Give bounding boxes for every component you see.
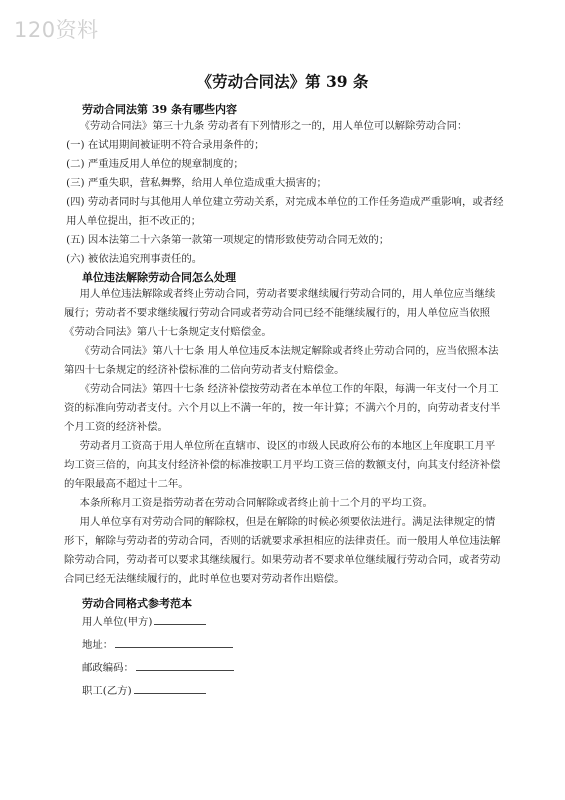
list-item: (六) 被依法追究刑事责任的。 (66, 253, 203, 265)
paragraph: 用人单位违法解除或者终止劳动合同，劳动者要求继续履行劳动合同的，用人单位应当继续履行；劳动者不要求继续履行劳动合同或者劳动合同已经不能继续履行的，用人单位应当依照《劳动合同法》第八十七条规定支付赔偿金。 (64, 288, 496, 338)
list-item: (三) 严重失职，营私舞弊，给用人单位造成重大损害的； (66, 177, 327, 189)
section-heading-contract-template: 劳动合同格式参考范本 (82, 597, 192, 610)
page-title: 《劳动合同法》第 39 条 (196, 72, 369, 91)
form-field-employee (82, 682, 504, 701)
blank-line (115, 636, 233, 648)
blank-line (134, 682, 206, 694)
blank-line (154, 613, 206, 625)
section-heading-contents: 劳动合同法第 39 条有哪些内容 (82, 103, 237, 116)
blank-line (136, 659, 234, 671)
list-item: (一) 在试用期间被证明不符合录用条件的； (66, 139, 265, 151)
form-label: 职工(乙方) (82, 685, 132, 697)
list-item: (二) 严重违反用人单位的规章制度的； (66, 158, 244, 170)
list-item: (五) 因本法第二十六条第一款第一项规定的情形致使劳动合同无效的； (66, 234, 390, 246)
paragraph: 《劳动合同法》第八十七条 用人单位违反本法规定解除或者终止劳动合同的，应当依照本法第四十七条规定的经济补偿标准的二倍向劳动者支付赔偿金。 (64, 345, 499, 376)
section-heading-illegal-termination: 单位违法解除劳动合同怎么处理 (82, 271, 236, 284)
paragraph: 劳动者月工资高于用人单位所在直辖市、设区的市级人民政府公布的本地区上年度职工月平均工资三倍的，向其支付经济补偿的标准按职工月平均工资三倍的数额支付，向其支付经济补偿的年限最高不超过十二年。 (64, 440, 501, 490)
document-body (64, 101, 504, 705)
form-field-employer (82, 613, 504, 632)
list-item: (四) 劳动者同时与其他用人单位建立劳动关系，对完成本单位的工作任务造成严重影响，或者经用人单位提出，拒不改正的； (66, 196, 504, 227)
article-39-intro: 《劳动合同法》第三十九条 劳动者有下列情形之一的，用人单位可以解除劳动合同： (79, 120, 468, 132)
watermark-logo: 120资料 (14, 18, 99, 42)
paragraph: 用人单位享有对劳动合同的解除权，但是在解除的时候必须要依法进行。满足法律规定的情形下，解除与劳动者的劳动合同，否则的话就要求承担相应的法律责任。而一般用人单位违法解除劳动合同，劳动者可以要求其继续履行。如果劳动者不要求单位继续履行劳动合同，或者劳动合同已经无法继续履行的，此时单位也要对劳动者作出赔偿。 (64, 516, 501, 585)
form-label: 地址： (82, 639, 114, 651)
form-field-address (82, 636, 504, 655)
form-label: 邮政编码： (82, 662, 134, 674)
paragraph: 本条所称月工资是指劳动者在劳动合同解除或者终止前十二个月的平均工资。 (79, 497, 433, 509)
form-label: 用人单位(甲方) (82, 616, 153, 628)
form-field-postcode (82, 659, 504, 678)
paragraph: 《劳动合同法》第四十七条 经济补偿按劳动者在本单位工作的年限，每满一年支付一个月工资的标准向劳动者支付。六个月以上不满一年的，按一年计算；不满六个月的，向劳动者支付半个月工资的经济补偿。 (64, 383, 501, 433)
